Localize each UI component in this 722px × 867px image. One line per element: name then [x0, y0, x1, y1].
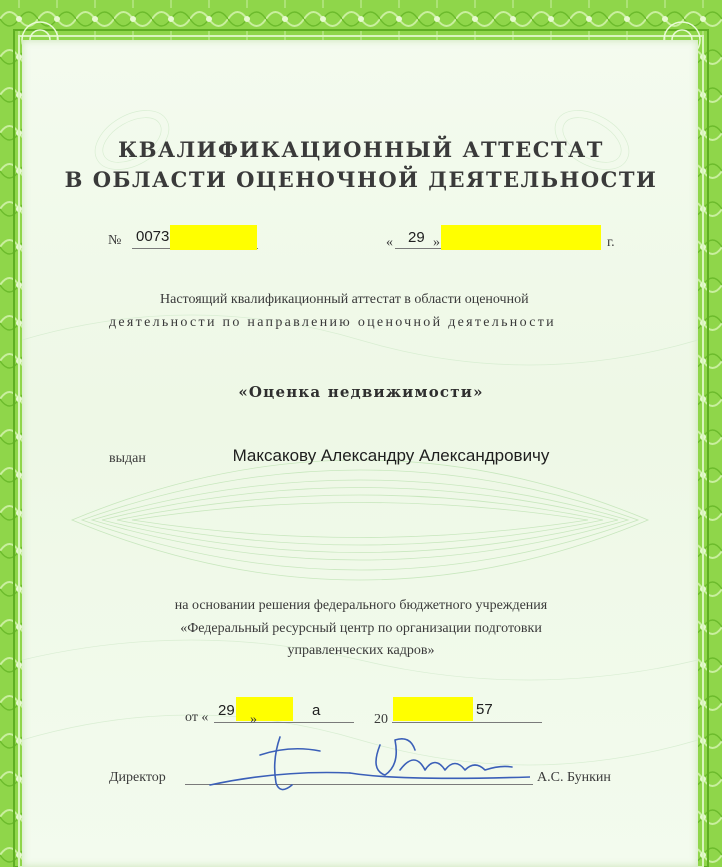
decision-day: 29 — [218, 702, 235, 719]
redaction-box — [441, 225, 601, 250]
director-signature — [200, 715, 530, 805]
valuation-direction: «Оценка недвижимости» — [238, 383, 484, 401]
number-label: № — [108, 233, 122, 248]
director-label: Директор — [109, 770, 166, 785]
basis-line-3: управленческих кадров» — [287, 643, 435, 658]
date-open-quote: « — [386, 235, 393, 250]
intro-line-1: Настоящий квалификационный аттестат в области оценочной — [160, 292, 529, 307]
decision-year-prefix: 20 — [374, 712, 388, 727]
director-name: А.С. Бункин — [537, 770, 611, 785]
decision-close-quote: » — [250, 712, 257, 727]
issued-label: выдан — [109, 451, 146, 466]
redaction-box — [170, 225, 257, 250]
decision-number-fragment: 57 — [476, 701, 493, 718]
decision-month-fragment: а — [312, 702, 321, 719]
basis-line-1: на основании решения федерального бюджетного учреждения — [174, 598, 548, 613]
basis-line-2: «Федеральный ресурсный центр по организации подготовки — [180, 621, 542, 636]
decision-from-label: от « — [185, 710, 209, 725]
intro-line-2: деятельности по направлению оценочной деятельности — [109, 315, 556, 330]
title-line-1: КВАЛИФИКАЦИОННЫЙ АТТЕСТАТ — [118, 137, 604, 162]
year-suffix: г. — [607, 235, 615, 250]
number-value: 0073 — [136, 228, 170, 245]
date-close-quote: » — [433, 235, 440, 250]
holder-name: Максакову Александру Александровичу — [232, 446, 550, 465]
title-line-2: В ОБЛАСТИ ОЦЕНОЧНОЙ ДЕЯТЕЛЬНОСТИ — [64, 167, 658, 192]
date-day: 29 — [408, 229, 425, 246]
